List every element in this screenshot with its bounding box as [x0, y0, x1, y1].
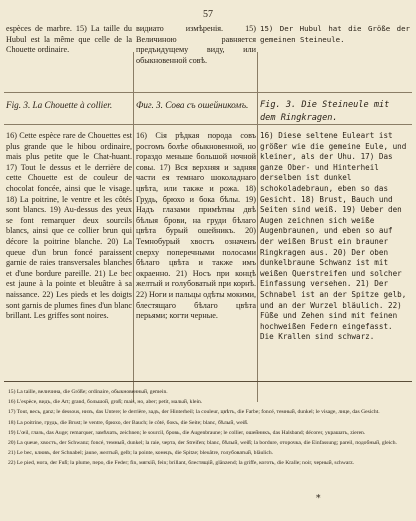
- column-german: [260, 24, 410, 402]
- figure-heading: Fig. 3. La Chouette à collier.: [6, 100, 113, 110]
- footnote-separator: [4, 381, 412, 382]
- heading-rule-bottom: [4, 124, 412, 125]
- column-french: [6, 24, 132, 402]
- body-text: 16) Сія рѣдкая порода совъ росгомъ болѣе обыкновенной, но гораздо меньше большой ночной совы. 17) Вся верхняя и задняя части ея темнаго шоколаднаго цвѣта, или также и рожа. 18) Грудь, брюхо и бока бѣлы. 19) Надъ глазами примѣтны двѣ бѣлыя брови, на груди бѣлаго цвѣта бурый ошейникъ. 20) Темнобурый хвостъ означенъ сверху поперечными полосами бѣлаго цвѣта и также имъ окраенно. 21) Носъ при концѣ желтый и голубоватый при корнѣ. 22) Ноги и пальцы одѣты мокими, блестящаго бѣлаго цвѣта перьями; когти черные.: [136, 131, 256, 321]
- continuation-text: 15) Der Hubul hat die Größe der gemeinen Steineule.: [260, 24, 410, 44]
- note-line: 18) La poitrine, грудь, die Brust; le ventre, брюхо, der Bauch; le côté, бокъ, die Seite; blanc, бѣлый, weiß.: [8, 419, 249, 426]
- column-russian: [136, 24, 256, 402]
- continuation-text: видиато измѣренія. 15) Величиною равняется предъидущему виду, или обыкновенной совѣ.: [136, 24, 256, 65]
- figure-heading: Fig. 3. Die Steineule mit dem Ringkragen.: [260, 100, 390, 123]
- figure-heading: Фиг. 3. Сова съ ошейникомъ.: [136, 100, 249, 110]
- note-line: 16) L'espèce, видъ, die Art; grand, большой, groß; mais, но, aber; petit, малый, klein.: [8, 399, 203, 406]
- note-line: 17) Tout, весь, ganz; le dessous, низъ, das Untere; le derrière, задъ, der Hinterheil; la couleur, цвѣтъ, die Farbe; foncé, темный, dunkel; le visage, лице, das Gesicht.: [8, 409, 380, 416]
- note-line: 22) Le pied, нога, der Fuß; la plume, перо, die Feder; fin, мягкій, fein; brillant, блестящій, glänzend; la griffe, коготь, die Kralle; noir, черный, schwarz.: [8, 460, 355, 467]
- note-line: 15) La taille, величина, die Größe; ordinaire, обыкновенный, gemein.: [8, 389, 168, 395]
- ornament-asterisk: *: [316, 494, 321, 504]
- vocabulary-notes: [8, 387, 410, 469]
- page-number: 57: [203, 9, 213, 20]
- note-line: 21) Le bec, клювъ, der Schnabel; jaune, желтый, gelb; la pointe, конецъ, die Spitze; bleuâtre, голубоватый, bläulich.: [8, 450, 274, 457]
- body-text: 16) Diese seltene Euleart ist größer wie die gemeine Eule, und kleiner, als der Uhu. 17) Das ganze Ober- und Hinterheil derselben ist dunkel schokoladebraun, eben so das Gesicht. 18) Brust, Bauch und Seiten sind weiß. 19) Ueber den Augen zeichnen sich weiße Augenbraunen, und eben so auf der weißen Brust ein brauner Ringkragen aus. 20) Der oben dunkelbraune Schwanz ist mit weißen Querstreifen und solcher Einfassung versehen. 21) Der Schnabel ist an der Spitze gelb, und an der Wurzel bläulich. 22) Füße und Zehen sind mit feinen hochweißen Federn eingefasst. Die Krallen sind schwarz.: [260, 131, 407, 342]
- three-column-text: [0, 24, 416, 402]
- body-text: 16) Cette espèce rare de Chouettes est plus grande que le hibou ordinaire, mais plus petite que le Chat-huant. 17) Tout le dessus et le derrière de cette Chouette est de couleur de chocolat foncée, ainsi que le visage. 18) La poitrine, le ventre et les côtés sont blancs. 19) Au-dessus des yeux se font remarquer deux sourcils blancs, ainsi que ce collier brun qui décore la poitrine blanche. 20) La queue d'un brun foncé paraissent garnie de raies transversales blanches et d'une bordure pareille. 21) Le bec est jaune à la pointe et bleuâtre à sa naissance. 22) Les pieds et les doigts sont garnis de plumes fines d'un blanc brillant. Les griffes sont noires.: [6, 131, 132, 321]
- column-divider: [133, 52, 134, 402]
- column-divider: [257, 52, 258, 402]
- heading-rule-top: [4, 92, 412, 93]
- note-line: 20) La queue, хвостъ, der Schwanz; foncé, темный, dunkel; la raie, черта, der Streifen; blanc, бѣлый, weiß; la bordure, оторочка, die Einfassung; pareil, подобный, gleich.: [8, 440, 397, 447]
- note-line: 19) L'œil, глазъ, das Auge; remarquer, замѣчать, zeichnen; le sourcil, бровь, die Augenbraune; le collier, ошейникъ, das Halsband; décorer, украшать, zieren.: [8, 429, 366, 436]
- continuation-text: espèces de marbre. 15) La taille du Hubul est la même que celle de la Chouette ordinaire.: [6, 24, 132, 55]
